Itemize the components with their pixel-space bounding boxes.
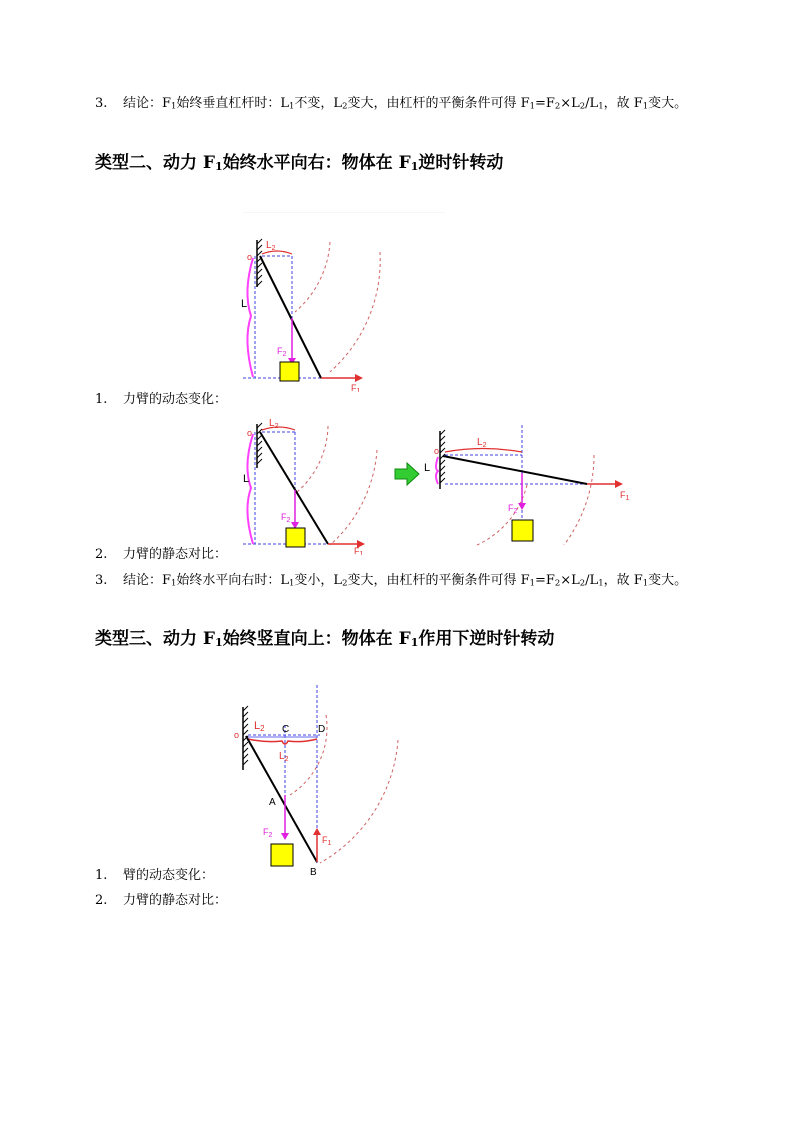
figure-type2-static-right <box>422 425 642 550</box>
f2-label: $F_2$ <box>281 512 291 524</box>
conclusion-type1 <box>95 96 687 112</box>
arc-outer <box>320 740 398 863</box>
conclusion-type2 <box>95 573 687 589</box>
subscript: 2 <box>342 577 348 588</box>
arc-inner <box>297 426 328 492</box>
text-run: ，故 F <box>603 96 643 111</box>
point-b-label: B <box>310 867 317 878</box>
subscript: 1 <box>289 577 295 588</box>
subscript: 1 <box>642 100 649 111</box>
l2-brace <box>262 251 292 254</box>
subscript: 1 <box>410 636 419 650</box>
l2-brace <box>262 427 295 430</box>
list-item <box>95 547 227 563</box>
f1-label: $F_1$ <box>620 490 630 502</box>
f1-label: $F_1$ <box>351 383 361 392</box>
text-run: 始终竖直向上：物体在 F <box>222 629 411 649</box>
point-c-label: C <box>282 724 290 735</box>
pivot-label: o <box>247 252 253 262</box>
weight-block <box>280 362 299 381</box>
f2-arrowhead <box>281 833 289 840</box>
l2-label-bottom: $L_2$ <box>279 751 289 763</box>
arc-outer <box>330 252 380 372</box>
subscript: 1 <box>289 100 295 111</box>
weight-block <box>512 520 533 541</box>
list-number: 3. <box>95 573 108 588</box>
text-run: 类型三、动力 F <box>95 629 215 649</box>
l2-brace <box>248 739 317 744</box>
list-number: 2. <box>95 893 108 908</box>
figure-type2-dynamic <box>235 212 445 392</box>
f1-arrowhead <box>313 828 321 835</box>
text-run: ×L <box>560 96 580 111</box>
text-run: 变大。 <box>648 573 688 588</box>
l-brace <box>436 457 438 484</box>
text-run: 结论：F <box>123 573 172 588</box>
subscript: 2 <box>579 100 586 111</box>
f1-arrowhead <box>615 480 623 488</box>
l-brace <box>247 258 253 377</box>
f1-label: $F_1$ <box>322 835 332 847</box>
f2-label: $F_2$ <box>508 503 518 515</box>
text-run: =F <box>534 96 555 111</box>
text-run: 变大，由杠杆的平衡条件可得 F <box>347 96 530 111</box>
list-number: 3. <box>95 96 108 111</box>
text-run: ×L <box>560 573 580 588</box>
text-run: 臂的动态变化： <box>123 868 215 883</box>
list-item <box>95 893 227 909</box>
subscript: 2 <box>554 100 561 111</box>
text-run: 不变，L <box>294 96 343 111</box>
l2-label-top: L2 <box>254 720 265 733</box>
weight-block <box>271 844 293 866</box>
section-heading-type2 <box>95 152 503 174</box>
subscript: 1 <box>598 100 604 111</box>
l2-brace <box>445 449 522 453</box>
text-run: /L <box>585 96 599 111</box>
l-label: L <box>241 298 248 310</box>
point-a-label: A <box>269 797 276 808</box>
l-label: L <box>243 473 250 485</box>
f1-arrowhead <box>355 374 363 382</box>
text-run: 类型二、动力 F <box>95 153 215 173</box>
text-run: 变小，L <box>294 573 343 588</box>
l2-label: $L_2$ <box>269 418 279 430</box>
l-label: L <box>424 462 431 474</box>
weight-block <box>286 528 305 547</box>
text-run: 变大。 <box>648 96 688 111</box>
subscript: 1 <box>215 160 223 174</box>
l2-label: $L_2$ <box>477 437 487 449</box>
f2-label: $F_2$ <box>263 827 273 839</box>
point-d-label: D <box>318 724 326 735</box>
subscript: 2 <box>342 100 348 111</box>
text-run: =F <box>534 573 555 588</box>
list-item <box>95 392 227 408</box>
figure-type2-static-left <box>235 410 380 555</box>
subscript: 2 <box>554 577 561 588</box>
pivot-label: o <box>247 428 253 438</box>
l2-label: $L_2$ <box>266 240 276 252</box>
section-heading-type3 <box>95 628 554 650</box>
f2-arrowhead <box>518 503 526 510</box>
text-run: 变大，由杠杆的平衡条件可得 F <box>347 573 530 588</box>
pivot-label: o <box>234 730 240 740</box>
text-run: 作用下逆时针转动 <box>418 629 555 649</box>
subscript: 2 <box>579 577 586 588</box>
arc-outer <box>564 455 594 545</box>
text-run: 力臂的静态对比： <box>123 547 228 562</box>
subscript: 1 <box>529 100 535 111</box>
list-number: 1. <box>95 392 108 407</box>
subscript: 1 <box>529 577 535 588</box>
subscript: 1 <box>642 577 649 588</box>
l-brace <box>247 434 253 544</box>
text-run: /L <box>585 573 599 588</box>
text-run: 始终垂直杠杆时：L <box>176 96 290 111</box>
subscript: 1 <box>171 577 177 588</box>
text-run: 始终水平向右：物体在 F <box>222 153 411 173</box>
text-run: 始终水平向右时：L <box>176 573 290 588</box>
subscript: 1 <box>215 636 223 650</box>
text-run: 逆时针转动 <box>418 153 504 173</box>
subscript: 1 <box>171 100 177 111</box>
arc-inner <box>295 242 330 312</box>
list-item <box>95 868 214 884</box>
arc-outer <box>330 450 377 545</box>
list-number: 1. <box>95 868 108 883</box>
list-number: 2. <box>95 547 108 562</box>
lever <box>443 456 587 484</box>
figure-type3-dynamic <box>230 685 410 880</box>
text-run: 结论：F <box>123 96 172 111</box>
text-run: ，故 F <box>603 573 643 588</box>
text-run: 力臂的动态变化： <box>123 392 228 407</box>
subscript: 1 <box>598 577 604 588</box>
pivot-label: o <box>434 446 440 456</box>
f2-label: $F_2$ <box>277 346 287 358</box>
text-run: 力臂的静态对比： <box>123 893 228 908</box>
subscript: 1 <box>410 160 419 174</box>
transition-arrow-icon <box>393 462 421 486</box>
f1-label: $F_1$ <box>354 546 364 555</box>
